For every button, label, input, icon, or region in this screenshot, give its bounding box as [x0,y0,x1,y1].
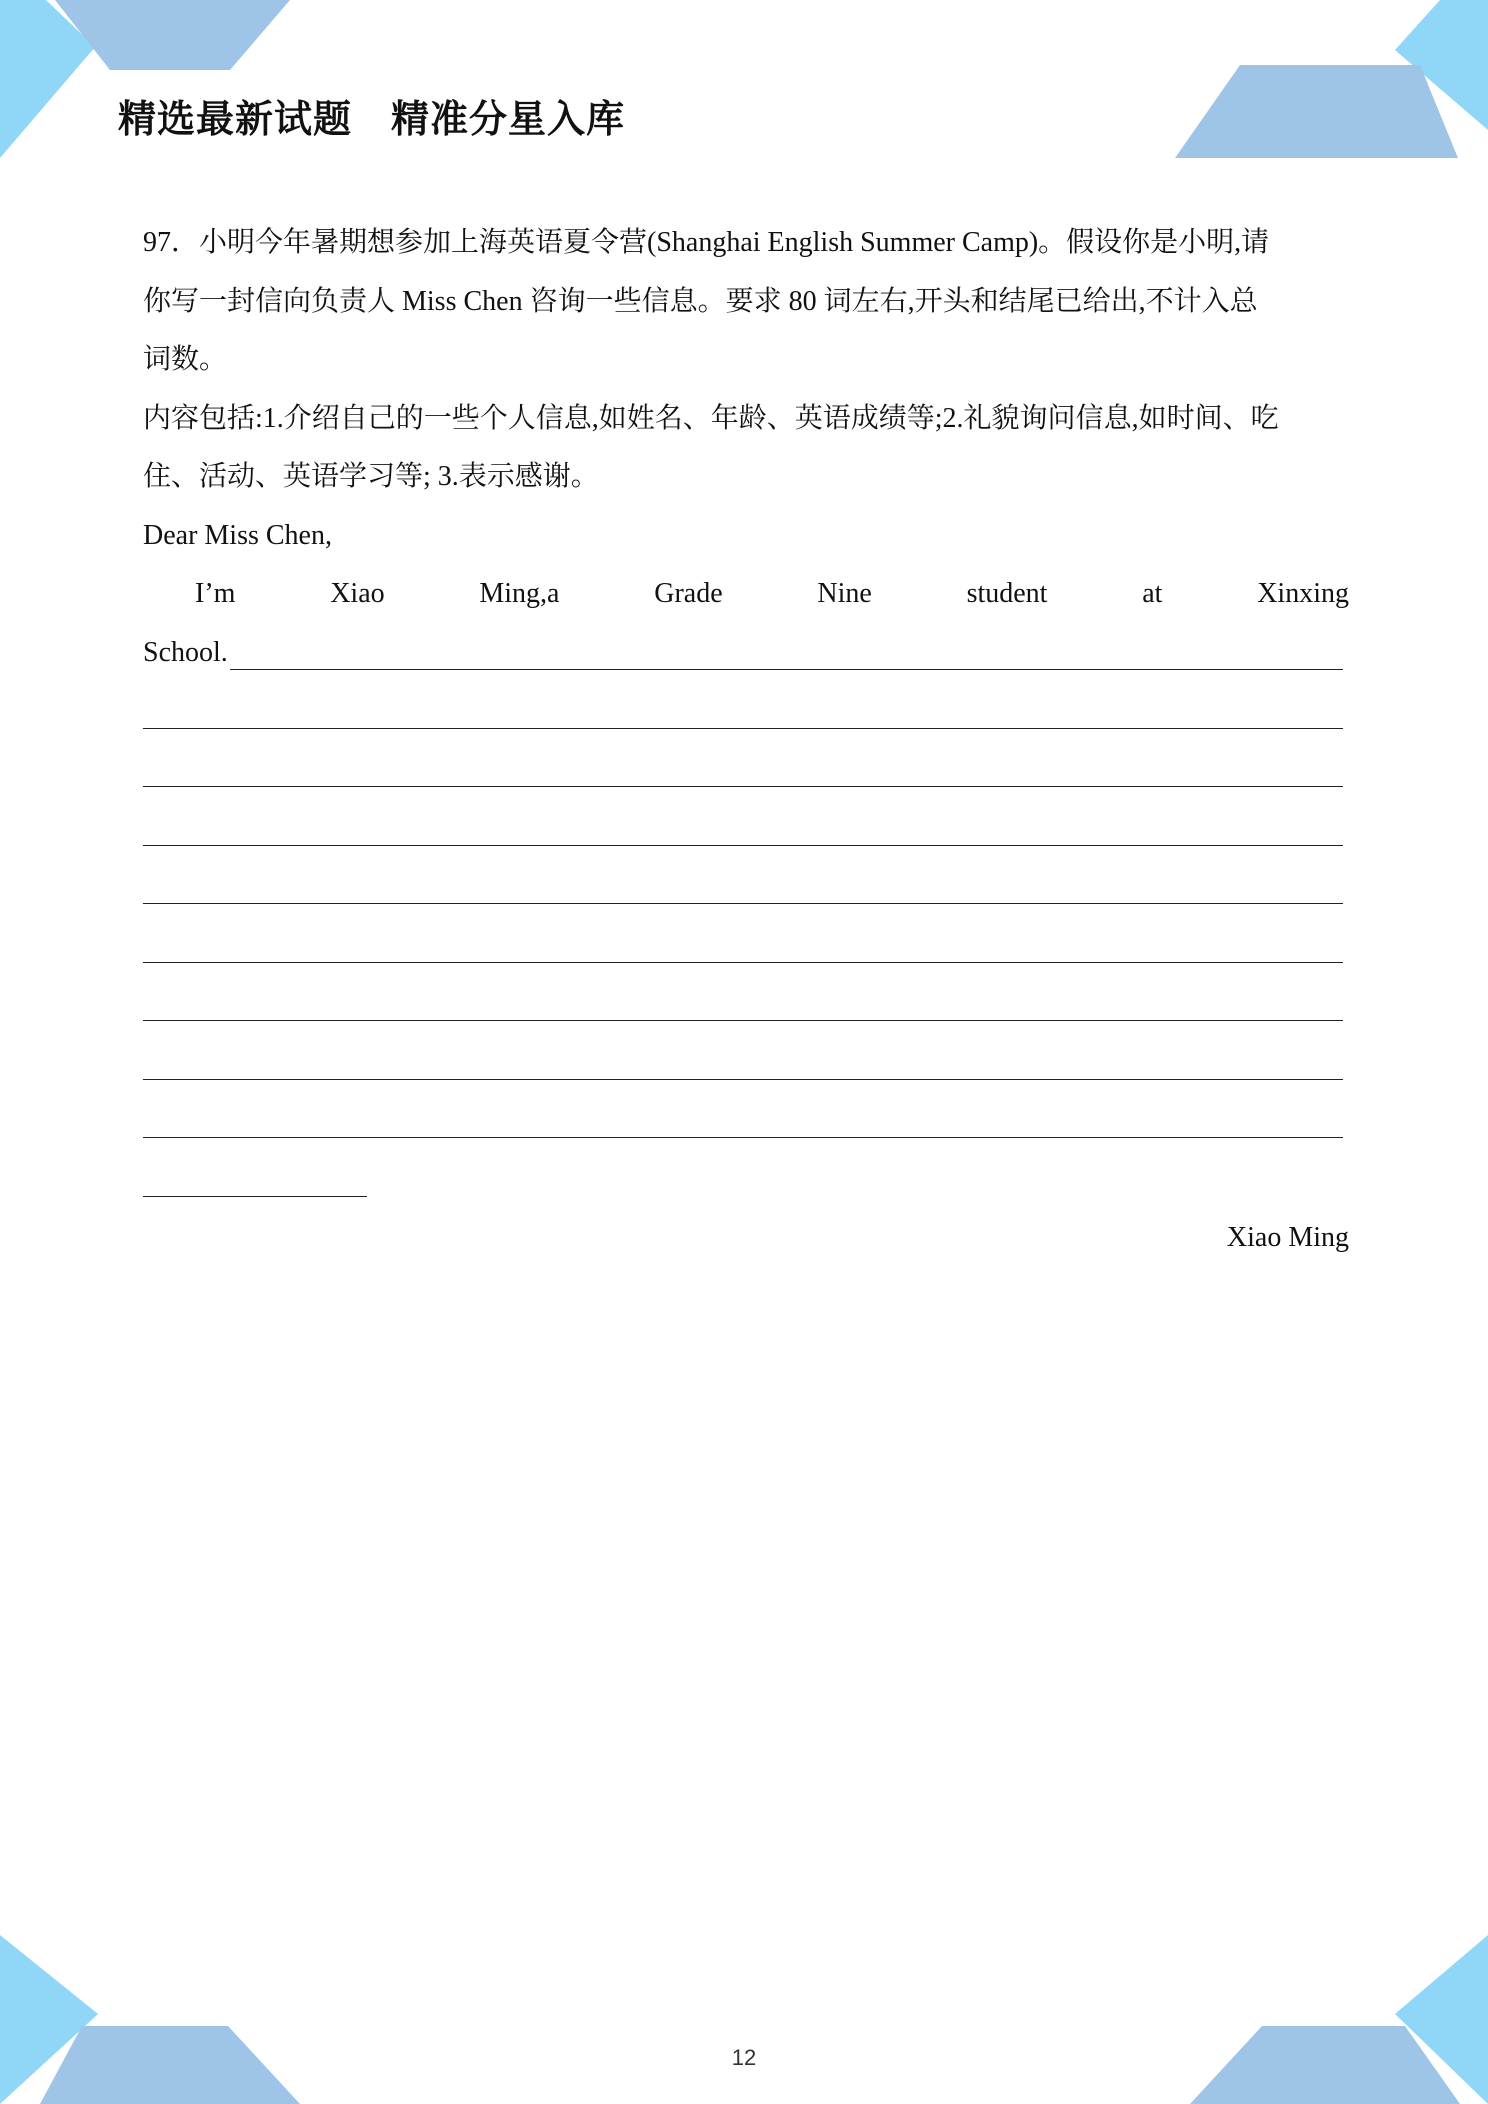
opening-word: Ming,a [479,578,560,609]
letter-continuation-line [143,624,1349,683]
question-content [143,214,1349,1267]
answer-blank[interactable] [143,1033,1349,1092]
answer-blank-short[interactable] [143,1150,367,1209]
bottom-left-decoration [0,1935,300,2104]
answer-blank[interactable] [143,799,1349,858]
opening-word: Nine [817,578,872,609]
opening-word: student [966,578,1048,609]
answer-blank[interactable] [143,682,1349,741]
answer-blank[interactable] [230,669,1343,670]
bottom-right-decoration [1190,1935,1488,2104]
question-prompt [143,214,1349,507]
question-line: 词数。 [143,344,228,375]
answer-blank[interactable] [143,916,1349,975]
answer-blank[interactable] [143,858,1349,917]
letter-opening-line [143,565,1349,624]
letter-greeting: Dear Miss Chen, [143,519,332,551]
opening-word: Xiao [330,578,385,609]
header-title: 精选最新试题 精准分星入库 [118,97,626,141]
opening-word: at [1142,578,1163,609]
page-number: 12 [731,2045,757,2070]
opening-continuation: School. [143,636,228,668]
question-line: 住、活动、英语学习等; 3.表示感谢。 [143,461,599,492]
opening-word: Grade [654,578,723,609]
question-line: 97．小明今年暑期想参加上海英语夏令营(Shanghai English Summer Camp)。假设你是小明,请 [143,227,1270,258]
answer-blank[interactable] [143,975,1349,1034]
question-line: 内容包括:1.介绍自己的一些个人信息,如姓名、年龄、英语成绩等;2.礼貌询问信息,如时间、吃 [143,402,1279,434]
question-line: 你写一封信向负责人 Miss Chen 咨询一些信息。要求 80 词左右,开头和结尾已给出,不计入总 [143,285,1258,317]
opening-word: Xinxing [1257,578,1349,609]
answer-blank[interactable] [143,741,1349,800]
answer-blank[interactable] [143,1092,1349,1151]
letter-signature: Xiao Ming [1226,1221,1349,1253]
top-right-decoration [1175,0,1488,158]
opening-word: I’m [195,578,236,609]
